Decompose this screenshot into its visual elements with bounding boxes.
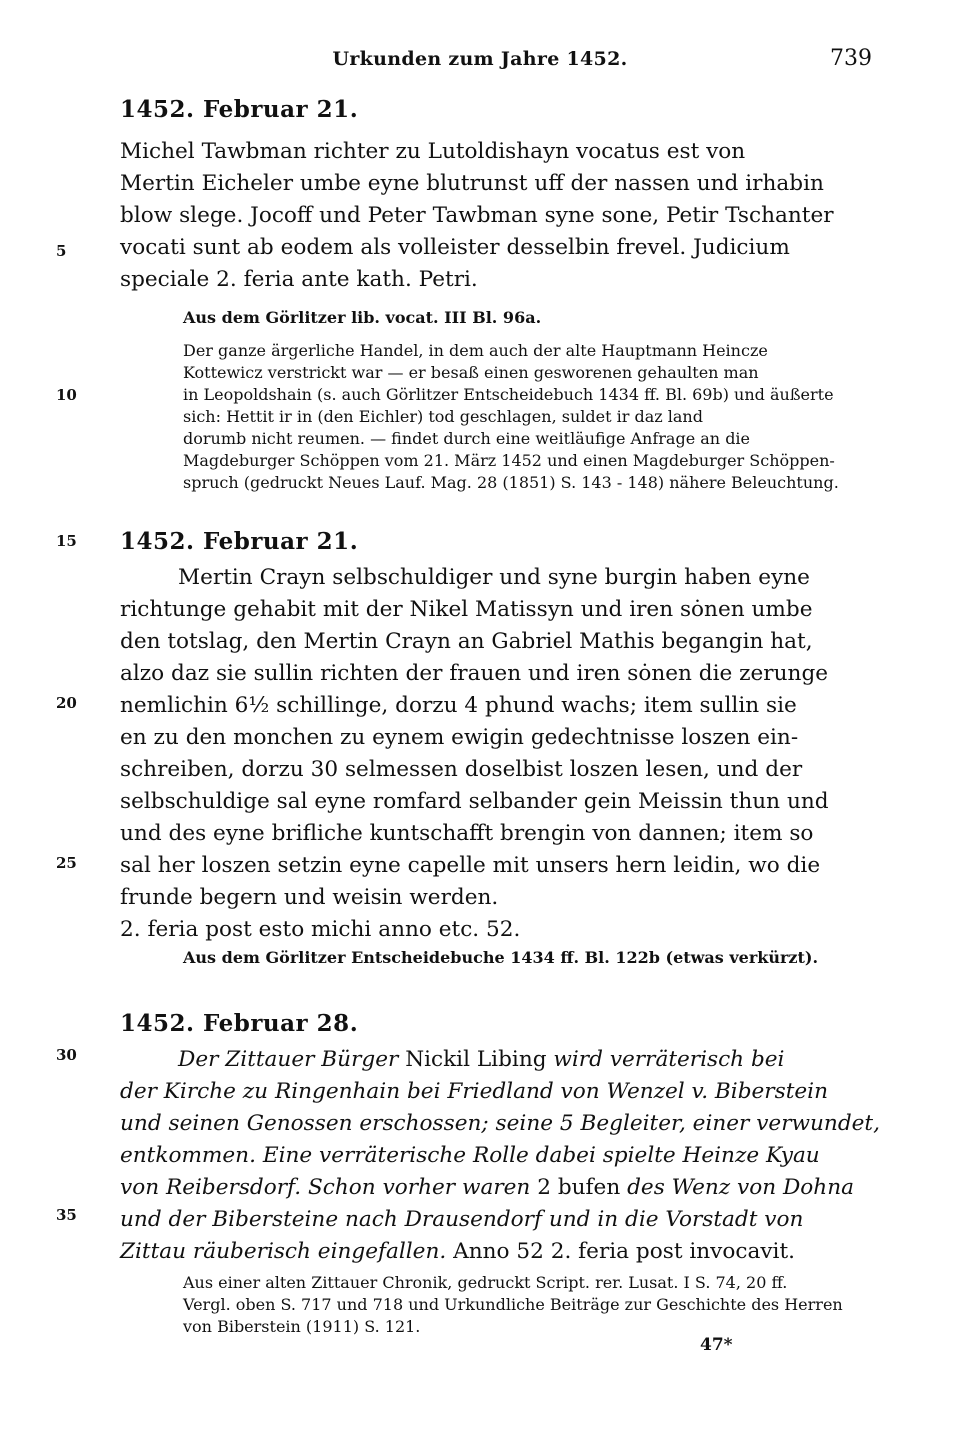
line-number: 5 — [56, 242, 67, 260]
entry-3-text-segment: des Wenz von Dohna — [627, 1175, 854, 1200]
entry-3-line — [178, 1044, 938, 1076]
running-title: Urkunden zum Jahre 1452. — [332, 48, 628, 70]
entry-3-text-segment: von Reibersdorf. Schon vorher waren — [120, 1175, 538, 1200]
signature-mark: 47* — [700, 1335, 733, 1355]
entry-1-note-line: in Leopoldshain (s. auch Görlitzer Entscheidebuch 1434 ff. Bl. 69b) und äußerte — [183, 385, 834, 404]
entry-1-line: Mertin Eicheler umbe eyne blutrunst uff der nassen und irhabin — [120, 171, 824, 196]
entry-1-note-line: spruch (gedruckt Neues Lauf. Mag. 28 (1851) S. 143 - 148) nähere Beleuchtung. — [183, 473, 839, 492]
entry-2-line: schreiben, dorzu 30 selmessen doselbist loszen lesen, und der — [120, 757, 803, 782]
entry-2-line: den totslag, den Mertin Crayn an Gabriel Mathis begangin hat, — [120, 629, 813, 654]
line-number: 10 — [56, 386, 77, 404]
line-number: 25 — [56, 854, 77, 872]
line-number: 15 — [56, 532, 77, 550]
entry-1-note-line: Magdeburger Schöppen vom 21. März 1452 und einen Magdeburger Schöppen- — [183, 451, 835, 470]
line-number: 35 — [56, 1206, 77, 1224]
line-number: 30 — [56, 1046, 77, 1064]
entry-2-line: 2. feria post esto michi anno etc. 52. — [120, 917, 521, 942]
entry-3-line — [120, 1204, 880, 1236]
entry-2-line: Mertin Crayn selbschuldiger und syne burgin haben eyne — [178, 565, 810, 590]
entry-2-line: richtunge gehabit mit der Nikel Matissyn und iren sȯnen umbe — [120, 597, 813, 622]
entry-1-line: vocati sunt ab eodem als volleister desselbin frevel. Judicium — [120, 235, 790, 260]
line-number: 20 — [56, 694, 77, 712]
entry-1-date: 1452. Februar 21. — [120, 96, 359, 123]
entry-3-line — [120, 1172, 880, 1204]
entry-3-line — [120, 1140, 880, 1172]
entry-2-line: en zu den monchen zu eynem ewigin gedechtnisse loszen ein- — [120, 725, 799, 750]
entry-3-text-segment: entkommen. Eine verräterische Rolle dabei spielte Heinze Kyau — [120, 1143, 820, 1168]
entry-2-line: frunde begern und weisin werden. — [120, 885, 499, 910]
entry-1-note-line: Kottewicz verstrickt war — er besaß einen gesworenen gehaulten man — [183, 363, 759, 382]
entry-1-source: Aus dem Görlitzer lib. vocat. III Bl. 96a. — [183, 308, 542, 327]
entry-3-text-segment: 2 bufen — [537, 1175, 628, 1200]
entry-2-date: 1452. Februar 21. — [120, 528, 359, 555]
entry-2-line: und des eyne brifliche kuntschafft brengin von dannen; item so — [120, 821, 814, 846]
entry-1-note-line: sich: Hettit ir in (den Eichler) tod geschlagen, suldet ir daz land — [183, 407, 703, 426]
entry-1-note-line: dorumb nicht reumen. — findet durch eine weitläufige Anfrage an die — [183, 429, 751, 448]
entry-3-text-segment: wird verräterisch bei — [553, 1047, 785, 1072]
entry-3-line — [120, 1076, 880, 1108]
entry-3-text-segment: Der Zittauer Bürger — [178, 1047, 406, 1072]
entry-3-text-segment: und seinen Genossen erschossen; seine 5 Begleiter, einer verwundet, — [120, 1111, 880, 1136]
entry-1-line: speciale 2. feria ante kath. Petri. — [120, 267, 478, 292]
entry-3-date: 1452. Februar 28. — [120, 1010, 359, 1037]
entry-1-line: Michel Tawbman richter zu Lutoldishayn vocatus est von — [120, 139, 746, 164]
entry-3-note-line: Vergl. oben S. 717 und 718 und Urkundliche Beiträge zur Geschichte des Herren — [183, 1295, 843, 1314]
entry-3-note-line: von Biberstein (1911) S. 121. — [183, 1317, 421, 1336]
entry-1-line: blow slege. Jocoff und Peter Tawbman syne sone, Petir Tschanter — [120, 203, 834, 228]
entry-3-note-line: Aus einer alten Zittauer Chronik, gedruckt Script. rer. Lusat. I S. 74, 20 ff. — [183, 1273, 788, 1292]
entry-1-note-line: Der ganze ärgerliche Handel, in dem auch der alte Hauptmann Heincze — [183, 341, 768, 360]
entry-3-line — [120, 1108, 880, 1140]
entry-2-line: sal her loszen setzin eyne capelle mit unsers hern leidin, wo die — [120, 853, 821, 878]
entry-2-line: nemlichin 6½ schillinge, dorzu 4 phund wachs; item sullin sie — [120, 693, 797, 718]
page-header — [0, 46, 960, 76]
entry-3-text-segment: und der Bibersteine nach Drausendorf und in die Vorstadt von — [120, 1207, 804, 1232]
entry-3-line — [120, 1236, 880, 1268]
entry-2-line: alzo daz sie sullin richten der frauen und iren sȯnen die zerunge — [120, 661, 829, 686]
entry-2-line: selbschuldige sal eyne romfard selbander gein Meissin thun und — [120, 789, 829, 814]
page-number: 739 — [830, 46, 872, 71]
entry-2-source: Aus dem Görlitzer Entscheidebuche 1434 ff. Bl. 122b (etwas verkürzt). — [183, 948, 819, 967]
entry-3-text-segment: Zittau räuberisch eingefallen. — [120, 1239, 454, 1264]
entry-3-text-segment: Anno 52 2. feria post invocavit. — [453, 1239, 795, 1264]
entry-3-text-segment: Nickil Libing — [405, 1047, 554, 1072]
entry-3-text-segment: der Kirche zu Ringenhain bei Friedland von Wenzel v. Biberstein — [120, 1079, 828, 1104]
